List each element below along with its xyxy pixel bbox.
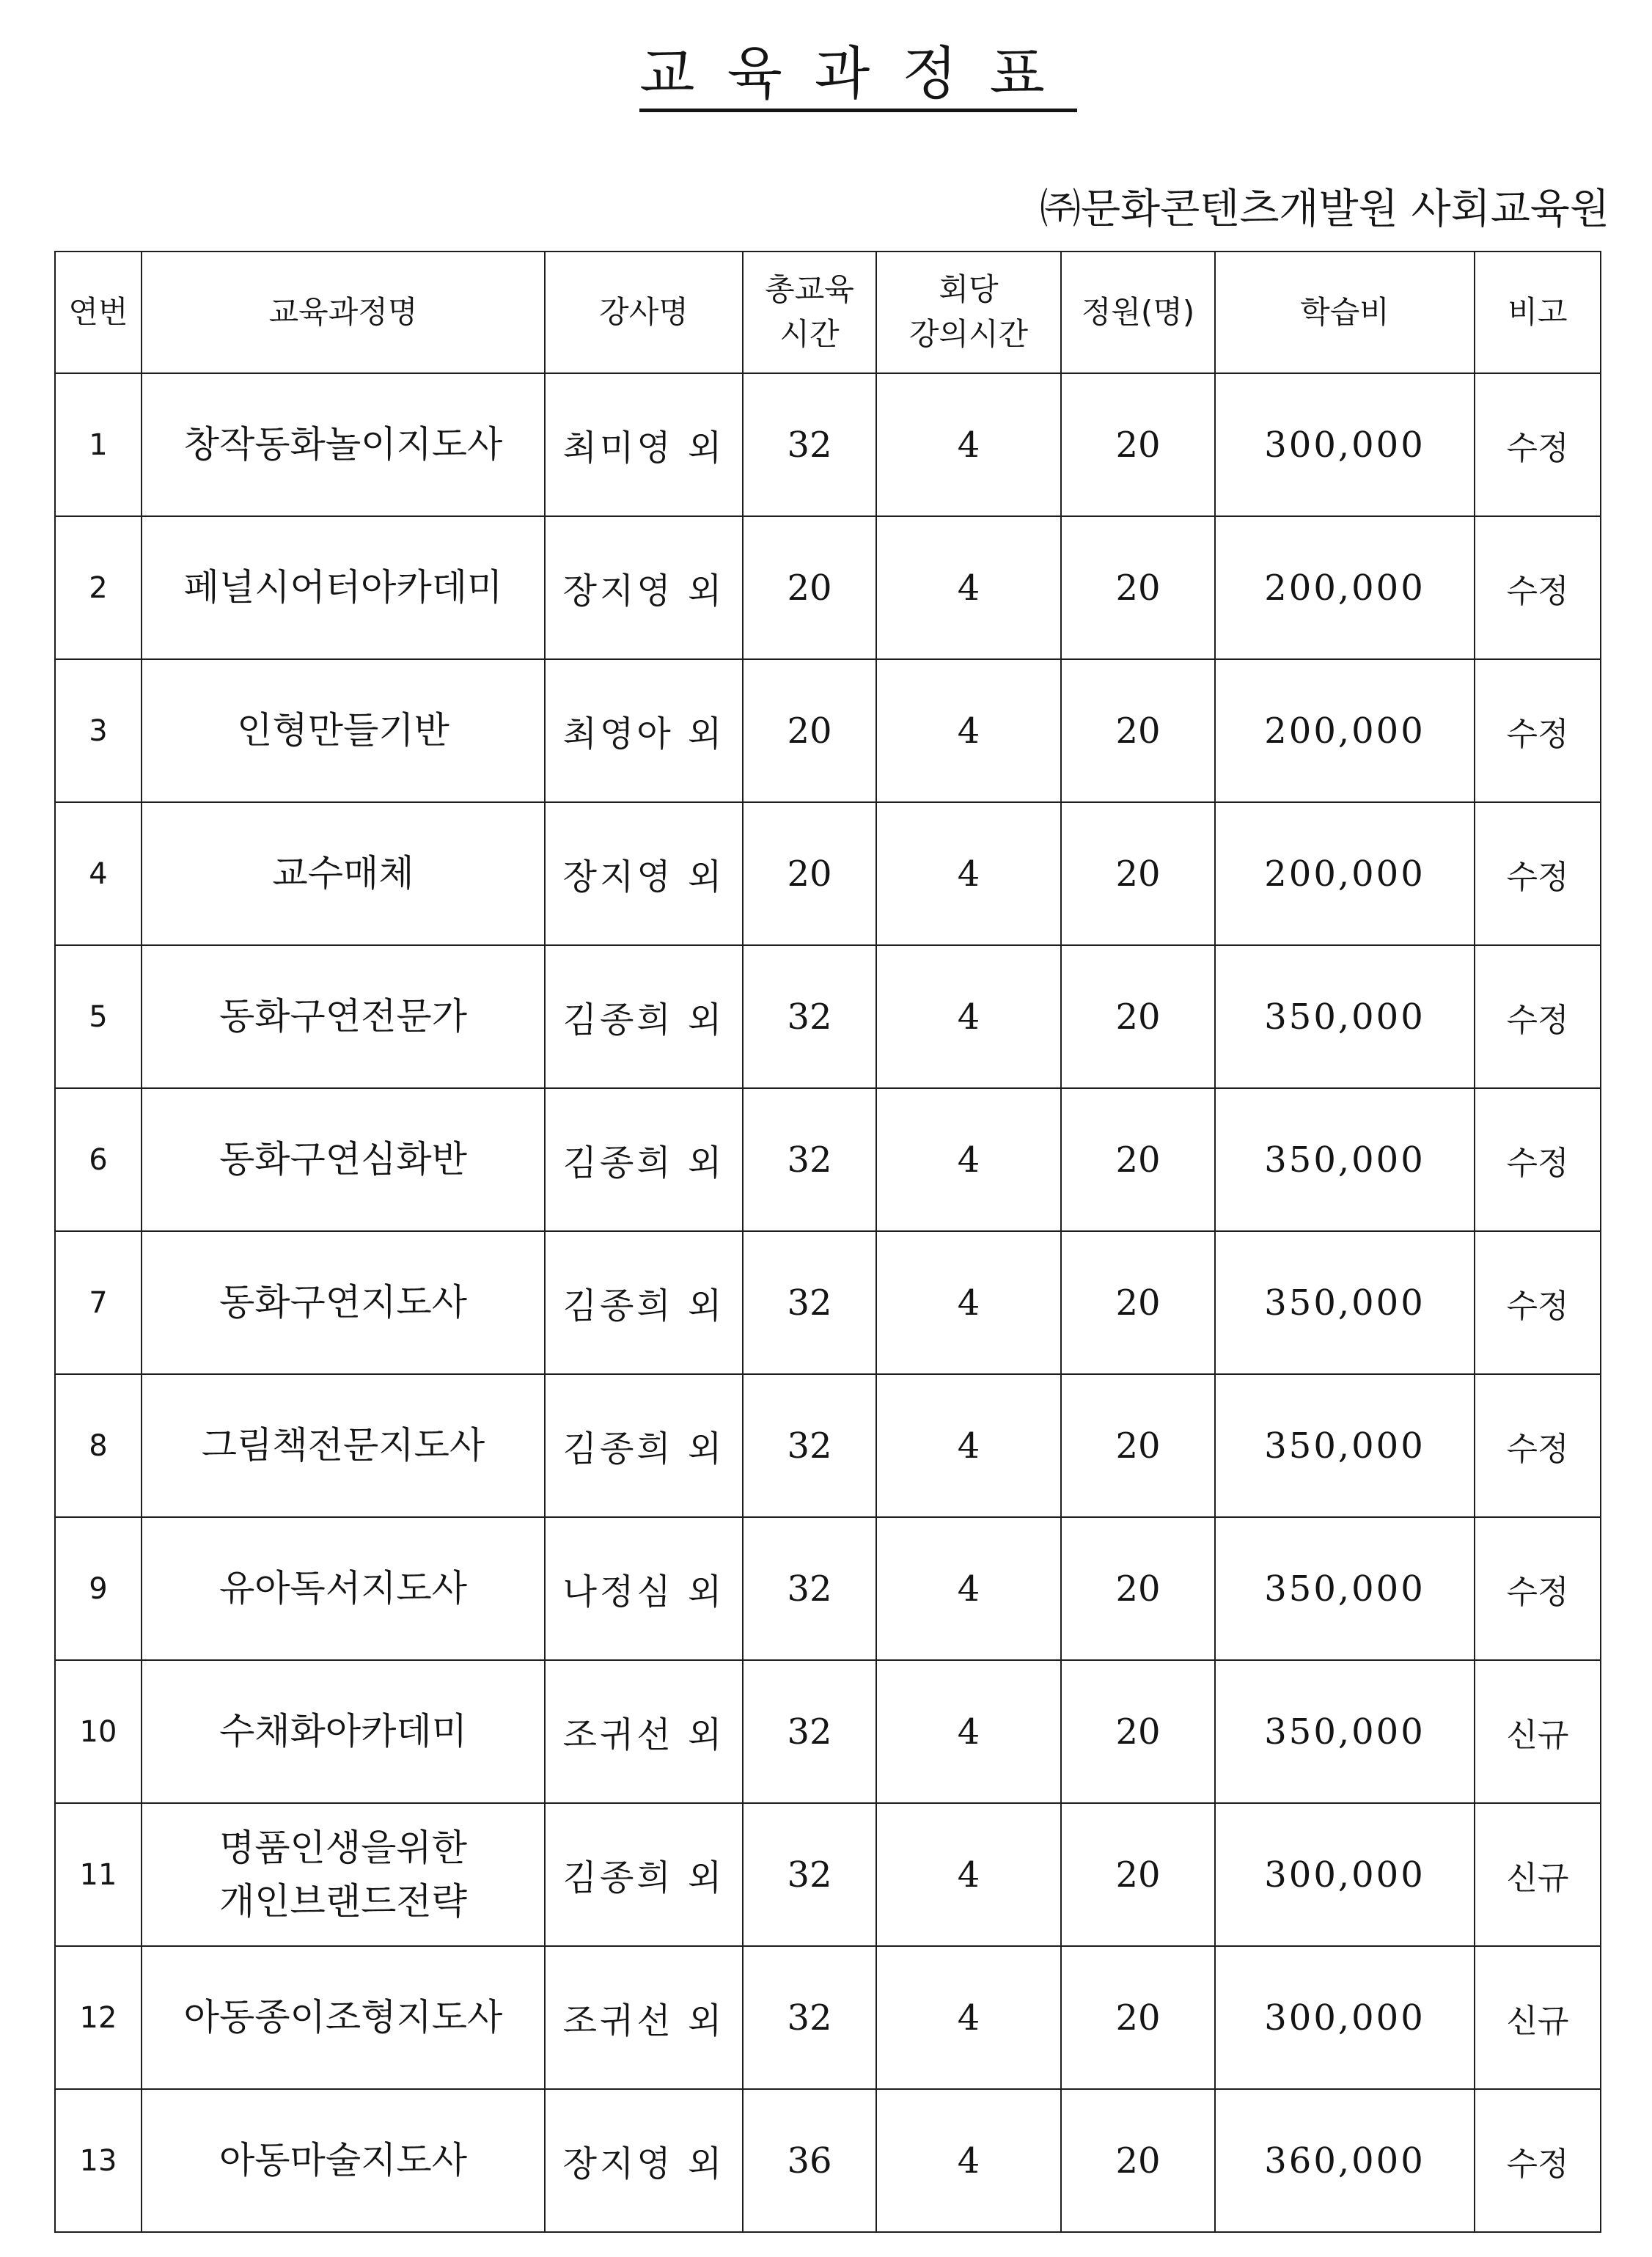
instructor-name: 김종희 외 [545,945,743,1088]
header-session-hours: 회당 강의시간 [876,252,1061,373]
total-hours: 20 [743,516,876,659]
total-hours: 32 [743,373,876,516]
instructor-name: 최미영 외 [545,373,743,516]
table-row [55,945,1601,1088]
capacity: 20 [1061,1517,1215,1660]
course-name-line1: 명품인생을위한 [219,1827,468,1869]
table-row [55,1660,1601,1803]
capacity: 20 [1061,1374,1215,1517]
table-row [55,1374,1601,1517]
total-hours: 32 [743,1660,876,1803]
tuition-fee: 350,000 [1215,1231,1475,1374]
course-name: 유아독서지도사 [142,1517,545,1660]
note: 수정 [1475,945,1601,1088]
course-name: 동화구연전문가 [142,945,545,1088]
total-hours: 36 [743,2089,876,2232]
header-note: 비고 [1475,252,1601,373]
note: 신규 [1475,1660,1601,1803]
tuition-fee: 200,000 [1215,659,1475,802]
capacity: 20 [1061,659,1215,802]
session-hours: 4 [876,659,1061,802]
instructor-name: 조귀선 외 [545,1660,743,1803]
course-name: 인형만들기반 [142,659,545,802]
total-hours: 32 [743,945,876,1088]
table-row [55,516,1601,659]
row-number: 1 [55,373,142,516]
capacity: 20 [1061,1088,1215,1231]
tuition-fee: 350,000 [1215,1517,1475,1660]
course-name: 아동종이조형지도사 [142,1946,545,2089]
tuition-fee: 350,000 [1215,1374,1475,1517]
note: 수정 [1475,2089,1601,2232]
total-hours: 20 [743,802,876,945]
note: 수정 [1475,1231,1601,1374]
table-row [55,1088,1601,1231]
note: 수정 [1475,659,1601,802]
tuition-fee: 300,000 [1215,1946,1475,2089]
document-title: 교육과정표 [0,45,1652,112]
row-number: 9 [55,1517,142,1660]
row-number: 12 [55,1946,142,2089]
capacity: 20 [1061,373,1215,516]
capacity: 20 [1061,1231,1215,1374]
session-hours: 4 [876,2089,1061,2232]
course-table [54,251,1601,2233]
session-hours: 4 [876,516,1061,659]
row-number: 3 [55,659,142,802]
total-hours: 32 [743,1946,876,2089]
course-name: 그림책전문지도사 [142,1374,545,1517]
instructor-name: 장지영 외 [545,516,743,659]
instructor-name: 조귀선 외 [545,1946,743,2089]
session-hours: 4 [876,1231,1061,1374]
session-hours: 4 [876,1374,1061,1517]
note: 수정 [1475,1088,1601,1231]
course-name: 아동마술지도사 [142,2089,545,2232]
course-name-line2: 개인브랜드전략 [219,1879,468,1923]
tuition-fee: 300,000 [1215,1803,1475,1946]
header-fee: 학습비 [1215,252,1475,373]
table-row [55,659,1601,802]
instructor-name: 김종희 외 [545,1803,743,1946]
capacity: 20 [1061,1946,1215,2089]
session-hours: 4 [876,373,1061,516]
row-number: 5 [55,945,142,1088]
row-number: 7 [55,1231,142,1374]
row-number: 2 [55,516,142,659]
tuition-fee: 360,000 [1215,2089,1475,2232]
capacity: 20 [1061,2089,1215,2232]
instructor-name: 김종희 외 [545,1231,743,1374]
note: 수정 [1475,516,1601,659]
note: 수정 [1475,373,1601,516]
tuition-fee: 350,000 [1215,945,1475,1088]
table-row [55,2089,1601,2232]
row-number: 8 [55,1374,142,1517]
course-name: 페널시어터아카데미 [142,516,545,659]
table-row [55,1517,1601,1660]
note: 수정 [1475,1374,1601,1517]
instructor-name: 나정심 외 [545,1517,743,1660]
session-hours: 4 [876,1660,1061,1803]
row-number: 6 [55,1088,142,1231]
header-no: 연번 [55,252,142,373]
instructor-name: 장지영 외 [545,2089,743,2232]
session-hours: 4 [876,1803,1061,1946]
organization-name: ㈜문화콘텐츠개발원 사회교육원 [1039,186,1609,233]
capacity: 20 [1061,802,1215,945]
note: 수정 [1475,1517,1601,1660]
table-row [55,802,1601,945]
header-capacity: 정원(명) [1061,252,1215,373]
total-hours: 32 [743,1231,876,1374]
header-instructor: 강사명 [545,252,743,373]
row-number: 4 [55,802,142,945]
table-header-row [55,252,1601,373]
instructor-name: 김종희 외 [545,1088,743,1231]
session-hours: 4 [876,1517,1061,1660]
course-name: 동화구연심화반 [142,1088,545,1231]
course-name: 창작동화놀이지도사 [142,373,545,516]
capacity: 20 [1061,1660,1215,1803]
capacity: 20 [1061,516,1215,659]
table-row [55,1803,1601,1946]
instructor-name: 최영아 외 [545,659,743,802]
total-hours: 32 [743,1803,876,1946]
capacity: 20 [1061,945,1215,1088]
session-hours: 4 [876,802,1061,945]
row-number: 10 [55,1660,142,1803]
session-hours: 4 [876,1946,1061,2089]
instructor-name: 김종희 외 [545,1374,743,1517]
total-hours: 32 [743,1374,876,1517]
row-number: 13 [55,2089,142,2232]
session-hours: 4 [876,945,1061,1088]
tuition-fee: 350,000 [1215,1088,1475,1231]
capacity: 20 [1061,1803,1215,1946]
session-hours: 4 [876,1088,1061,1231]
tuition-fee: 200,000 [1215,802,1475,945]
total-hours: 32 [743,1517,876,1660]
tuition-fee: 200,000 [1215,516,1475,659]
table-row [55,373,1601,516]
course-name: 수채화아카데미 [142,1660,545,1803]
header-course: 교육과정명 [142,252,545,373]
header-total-hours: 총교육 시간 [743,252,876,373]
course-name [142,1803,545,1946]
table-row [55,1946,1601,2089]
tuition-fee: 300,000 [1215,373,1475,516]
course-name: 교수매체 [142,802,545,945]
tuition-fee: 350,000 [1215,1660,1475,1803]
course-name: 동화구연지도사 [142,1231,545,1374]
note: 신규 [1475,1803,1601,1946]
total-hours: 20 [743,659,876,802]
table-row [55,1231,1601,1374]
note: 신규 [1475,1946,1601,2089]
instructor-name: 장지영 외 [545,802,743,945]
row-number: 11 [55,1803,142,1946]
total-hours: 32 [743,1088,876,1231]
note: 수정 [1475,802,1601,945]
